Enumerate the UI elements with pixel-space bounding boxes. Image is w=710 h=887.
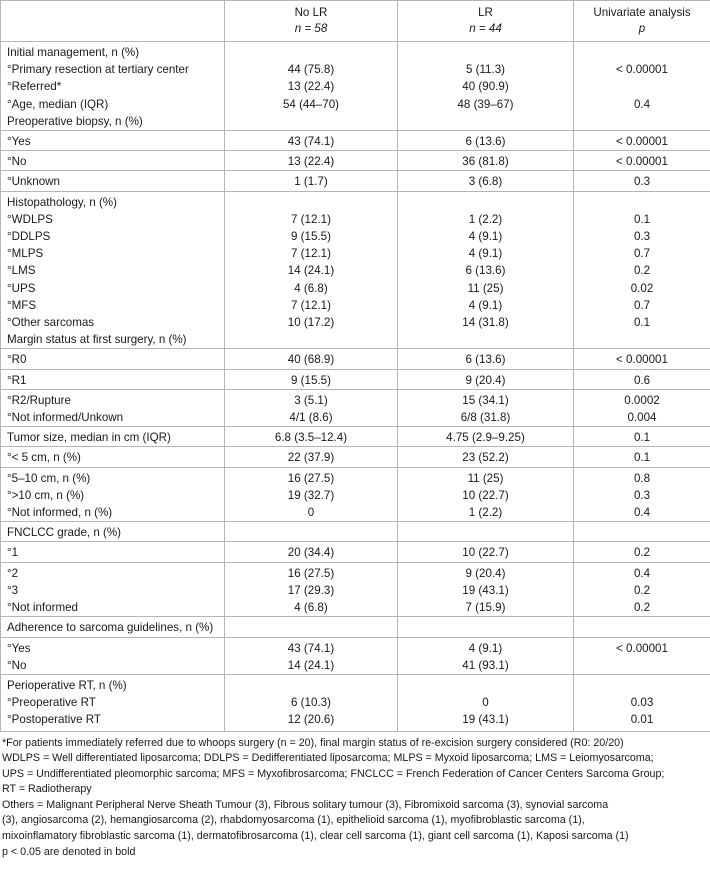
- header-no-lr-label: No LR: [294, 6, 328, 19]
- no-lr-value: 16 (27.5): [225, 562, 398, 582]
- row-label: °Postoperative RT: [1, 711, 225, 731]
- lr-value: 14 (31.8): [398, 314, 574, 331]
- lr-value: 5 (11.3): [398, 61, 574, 78]
- header-empty-cell: [1, 1, 225, 42]
- row-label: Preoperative biopsy, n (%): [1, 113, 225, 131]
- row-label: °Not informed/Unkown: [1, 409, 225, 427]
- row-label: °R0: [1, 349, 225, 369]
- table-row: [1, 369, 710, 389]
- no-lr-value: 14 (24.1): [225, 262, 398, 279]
- table-row: [1, 262, 710, 279]
- no-lr-value: 20 (34.4): [225, 542, 398, 562]
- header-p-label: p: [638, 22, 646, 35]
- lr-value: 11 (25): [398, 467, 574, 487]
- p-value: [574, 657, 710, 675]
- row-label: °2: [1, 562, 225, 582]
- table-row: [1, 331, 710, 349]
- header-row: [1, 1, 710, 42]
- row-label: °MFS: [1, 297, 225, 314]
- row-label: Tumor size, median in cm (IQR): [1, 427, 225, 447]
- table-row: [1, 487, 710, 504]
- footnote-line: UPS = Undifferentiated pleomorphic sarcoma; MFS = Myxofibrosarcoma; FNCLCC = French Federation of Cancer Centers Sarcoma Group;: [2, 767, 665, 780]
- footnote-line: Others = Malignant Peripheral Nerve Sheath Tumour (3), Fibrous solitary tumour (3), Fibromixoid sarcoma (3), synovial sarcoma: [2, 798, 609, 811]
- table-row: [1, 245, 710, 262]
- table-row: [1, 447, 710, 467]
- p-value: 0.4: [574, 504, 710, 522]
- table-row: [1, 96, 710, 113]
- p-value: [574, 113, 710, 131]
- no-lr-value: [225, 113, 398, 131]
- table-row: [1, 711, 710, 731]
- no-lr-value: 13 (22.4): [225, 78, 398, 95]
- row-label: °Yes: [1, 131, 225, 151]
- no-lr-value: [225, 522, 398, 542]
- row-label: °R1: [1, 369, 225, 389]
- lr-value: 4.75 (2.9–9.25): [398, 427, 574, 447]
- row-label: FNCLCC grade, n (%): [1, 522, 225, 542]
- row-label: °Yes: [1, 637, 225, 657]
- row-label: Perioperative RT, n (%): [1, 674, 225, 694]
- table-row: [1, 349, 710, 369]
- table-row: [1, 191, 710, 211]
- lr-value: 6/8 (31.8): [398, 409, 574, 427]
- p-value: 0.7: [574, 245, 710, 262]
- lr-value: 19 (43.1): [398, 582, 574, 599]
- no-lr-value: 7 (12.1): [225, 245, 398, 262]
- lr-value: 1 (2.2): [398, 504, 574, 522]
- p-value: [574, 674, 710, 694]
- row-label: °Referred*: [1, 78, 225, 95]
- no-lr-value: 6 (10.3): [225, 694, 398, 711]
- lr-value: 6 (13.6): [398, 349, 574, 369]
- no-lr-value: [225, 674, 398, 694]
- no-lr-value: 7 (12.1): [225, 297, 398, 314]
- table-row: [1, 42, 710, 62]
- lr-value: 6 (13.6): [398, 131, 574, 151]
- no-lr-value: 9 (15.5): [225, 228, 398, 245]
- p-value: [574, 191, 710, 211]
- row-label: °WDLPS: [1, 211, 225, 228]
- footnote-line: RT = Radiotherapy: [2, 783, 92, 796]
- p-value: 0.4: [574, 562, 710, 582]
- table-row: [1, 61, 710, 78]
- table-row: [1, 131, 710, 151]
- no-lr-value: 3 (5.1): [225, 389, 398, 409]
- p-value: < 0.00001: [574, 131, 710, 151]
- no-lr-value: [225, 617, 398, 637]
- row-label: °5–10 cm, n (%): [1, 467, 225, 487]
- no-lr-value: [225, 42, 398, 62]
- row-label: °Not informed: [1, 599, 225, 617]
- lr-value: 40 (90.9): [398, 78, 574, 95]
- lr-value: [398, 674, 574, 694]
- p-value: 0.03: [574, 694, 710, 711]
- p-value: 0.3: [574, 228, 710, 245]
- row-label: Margin status at first surgery, n (%): [1, 331, 225, 349]
- p-value: 0.6: [574, 369, 710, 389]
- table-row: [1, 314, 710, 331]
- lr-value: 9 (20.4): [398, 562, 574, 582]
- lr-value: 3 (6.8): [398, 171, 574, 191]
- p-value: 0.4: [574, 96, 710, 113]
- no-lr-value: 43 (74.1): [225, 637, 398, 657]
- row-label: °No: [1, 657, 225, 675]
- table-row: [1, 211, 710, 228]
- table-row: [1, 280, 710, 297]
- p-value: < 0.00001: [574, 637, 710, 657]
- no-lr-value: 0: [225, 504, 398, 522]
- no-lr-value: 44 (75.8): [225, 61, 398, 78]
- p-value: 0.01: [574, 711, 710, 731]
- no-lr-value: 4/1 (8.6): [225, 409, 398, 427]
- lr-value: 7 (15.9): [398, 599, 574, 617]
- p-value: < 0.00001: [574, 61, 710, 78]
- row-label: °DDLPS: [1, 228, 225, 245]
- p-value: 0.004: [574, 409, 710, 427]
- table-row: [1, 694, 710, 711]
- lr-value: 15 (34.1): [398, 389, 574, 409]
- p-value: 0.8: [574, 467, 710, 487]
- lr-value: 1 (2.2): [398, 211, 574, 228]
- header-no-lr-n: n = 58: [294, 22, 328, 35]
- row-label: Adherence to sarcoma guidelines, n (%): [1, 617, 225, 637]
- row-label: °UPS: [1, 280, 225, 297]
- row-label: °1: [1, 542, 225, 562]
- row-label: °3: [1, 582, 225, 599]
- row-label: °Primary resection at tertiary center: [1, 61, 225, 78]
- footnote-line: p < 0.05 are denoted in bold: [2, 845, 136, 858]
- table-row: [1, 657, 710, 675]
- lr-value: [398, 522, 574, 542]
- row-label: °Age, median (IQR): [1, 96, 225, 113]
- table-row: [1, 409, 710, 427]
- no-lr-value: 6.8 (3.5–12.4): [225, 427, 398, 447]
- table-row: [1, 113, 710, 131]
- table-row: [1, 562, 710, 582]
- table-row: [1, 674, 710, 694]
- lr-value: 10 (22.7): [398, 487, 574, 504]
- header-no-lr: [225, 1, 398, 42]
- p-value: 0.1: [574, 447, 710, 467]
- p-value: < 0.00001: [574, 349, 710, 369]
- footnote-line: WDLPS = Well differentiated liposarcoma; DDLPS = Dedifferentiated liposarcoma; MLPS = Myxoid liposarcoma; LMS = Leiomyosarcoma;: [2, 752, 654, 765]
- row-label: °MLPS: [1, 245, 225, 262]
- footnote-line: (3), angiosarcoma (2), hemangiosarcoma (2), rhabdomyosarcoma (1), epithelioid sarcoma (1), myofibroblastic sarcoma (1),: [2, 814, 585, 827]
- no-lr-value: 9 (15.5): [225, 369, 398, 389]
- no-lr-value: 12 (20.6): [225, 711, 398, 731]
- lr-value: 6 (13.6): [398, 262, 574, 279]
- no-lr-value: 4 (6.8): [225, 280, 398, 297]
- row-label: °Not informed, n (%): [1, 504, 225, 522]
- header-lr-label: LR: [478, 6, 493, 19]
- lr-value: 11 (25): [398, 280, 574, 297]
- lr-value: 0: [398, 694, 574, 711]
- footnotes: [0, 732, 710, 861]
- no-lr-value: 17 (29.3): [225, 582, 398, 599]
- row-label: °< 5 cm, n (%): [1, 447, 225, 467]
- p-value: 0.0002: [574, 389, 710, 409]
- p-value: 0.7: [574, 297, 710, 314]
- footnote-line: *For patients immediately referred due to whoops surgery (n = 20), final margin status of re-excision surgery considered (R0: 20/20): [2, 736, 624, 749]
- row-label: °R2/Rupture: [1, 389, 225, 409]
- p-value: 0.3: [574, 171, 710, 191]
- p-value: 0.2: [574, 542, 710, 562]
- no-lr-value: 54 (44–70): [225, 96, 398, 113]
- no-lr-value: [225, 191, 398, 211]
- p-value: [574, 331, 710, 349]
- no-lr-value: [225, 331, 398, 349]
- no-lr-value: 13 (22.4): [225, 151, 398, 171]
- header-lr-n: n = 44: [469, 22, 502, 35]
- table-row: [1, 467, 710, 487]
- p-value: [574, 617, 710, 637]
- header-univariate-label: Univariate analysis: [593, 6, 691, 19]
- lr-value: 4 (9.1): [398, 297, 574, 314]
- p-value: [574, 42, 710, 62]
- no-lr-value: 16 (27.5): [225, 467, 398, 487]
- table-body: [1, 1, 710, 732]
- lr-value: 4 (9.1): [398, 228, 574, 245]
- p-value: 0.1: [574, 314, 710, 331]
- no-lr-value: 10 (17.2): [225, 314, 398, 331]
- table-row: [1, 297, 710, 314]
- table-row: [1, 228, 710, 245]
- no-lr-value: 7 (12.1): [225, 211, 398, 228]
- row-label: °LMS: [1, 262, 225, 279]
- table-row: [1, 151, 710, 171]
- table-row: [1, 78, 710, 95]
- p-value: [574, 78, 710, 95]
- lr-value: 9 (20.4): [398, 369, 574, 389]
- lr-value: 23 (52.2): [398, 447, 574, 467]
- footnote-line: mixoinflamatory fibroblastic sarcoma (1), dermatofibrosarcoma (1), clear cell sarcoma (1), giant cell sarcoma (1), Kaposi sarcoma (1): [2, 830, 629, 843]
- row-label: °Preoperative RT: [1, 694, 225, 711]
- row-label: °Other sarcomas: [1, 314, 225, 331]
- table-row: [1, 504, 710, 522]
- p-value: < 0.00001: [574, 151, 710, 171]
- lr-value: [398, 617, 574, 637]
- p-value: [574, 522, 710, 542]
- p-value: 0.1: [574, 427, 710, 447]
- table-row: [1, 582, 710, 599]
- lr-value: 19 (43.1): [398, 711, 574, 731]
- lr-value: 41 (93.1): [398, 657, 574, 675]
- no-lr-value: 43 (74.1): [225, 131, 398, 151]
- row-label: °No: [1, 151, 225, 171]
- no-lr-value: 1 (1.7): [225, 171, 398, 191]
- table-row: [1, 427, 710, 447]
- row-label: °Unknown: [1, 171, 225, 191]
- p-value: 0.2: [574, 599, 710, 617]
- table-row: [1, 599, 710, 617]
- lr-value: [398, 191, 574, 211]
- row-label: Histopathology, n (%): [1, 191, 225, 211]
- table-row: [1, 171, 710, 191]
- lr-value: 10 (22.7): [398, 542, 574, 562]
- header-lr: [398, 1, 574, 42]
- no-lr-value: 19 (32.7): [225, 487, 398, 504]
- no-lr-value: 22 (37.9): [225, 447, 398, 467]
- lr-value: 4 (9.1): [398, 245, 574, 262]
- p-value: 0.3: [574, 487, 710, 504]
- no-lr-value: 4 (6.8): [225, 599, 398, 617]
- p-value: 0.2: [574, 262, 710, 279]
- lr-value: 4 (9.1): [398, 637, 574, 657]
- p-value: 0.1: [574, 211, 710, 228]
- lr-value: 36 (81.8): [398, 151, 574, 171]
- table-row: [1, 522, 710, 542]
- lr-value: [398, 42, 574, 62]
- table-row: [1, 617, 710, 637]
- lr-value: [398, 113, 574, 131]
- lr-value: 48 (39–67): [398, 96, 574, 113]
- no-lr-value: 14 (24.1): [225, 657, 398, 675]
- table-row: [1, 637, 710, 657]
- lr-value: [398, 331, 574, 349]
- table-row: [1, 389, 710, 409]
- no-lr-value: 40 (68.9): [225, 349, 398, 369]
- p-value: 0.02: [574, 280, 710, 297]
- header-univariate: [574, 1, 710, 42]
- p-value: 0.2: [574, 582, 710, 599]
- row-label: °>10 cm, n (%): [1, 487, 225, 504]
- row-label: Initial management, n (%): [1, 42, 225, 62]
- table-row: [1, 542, 710, 562]
